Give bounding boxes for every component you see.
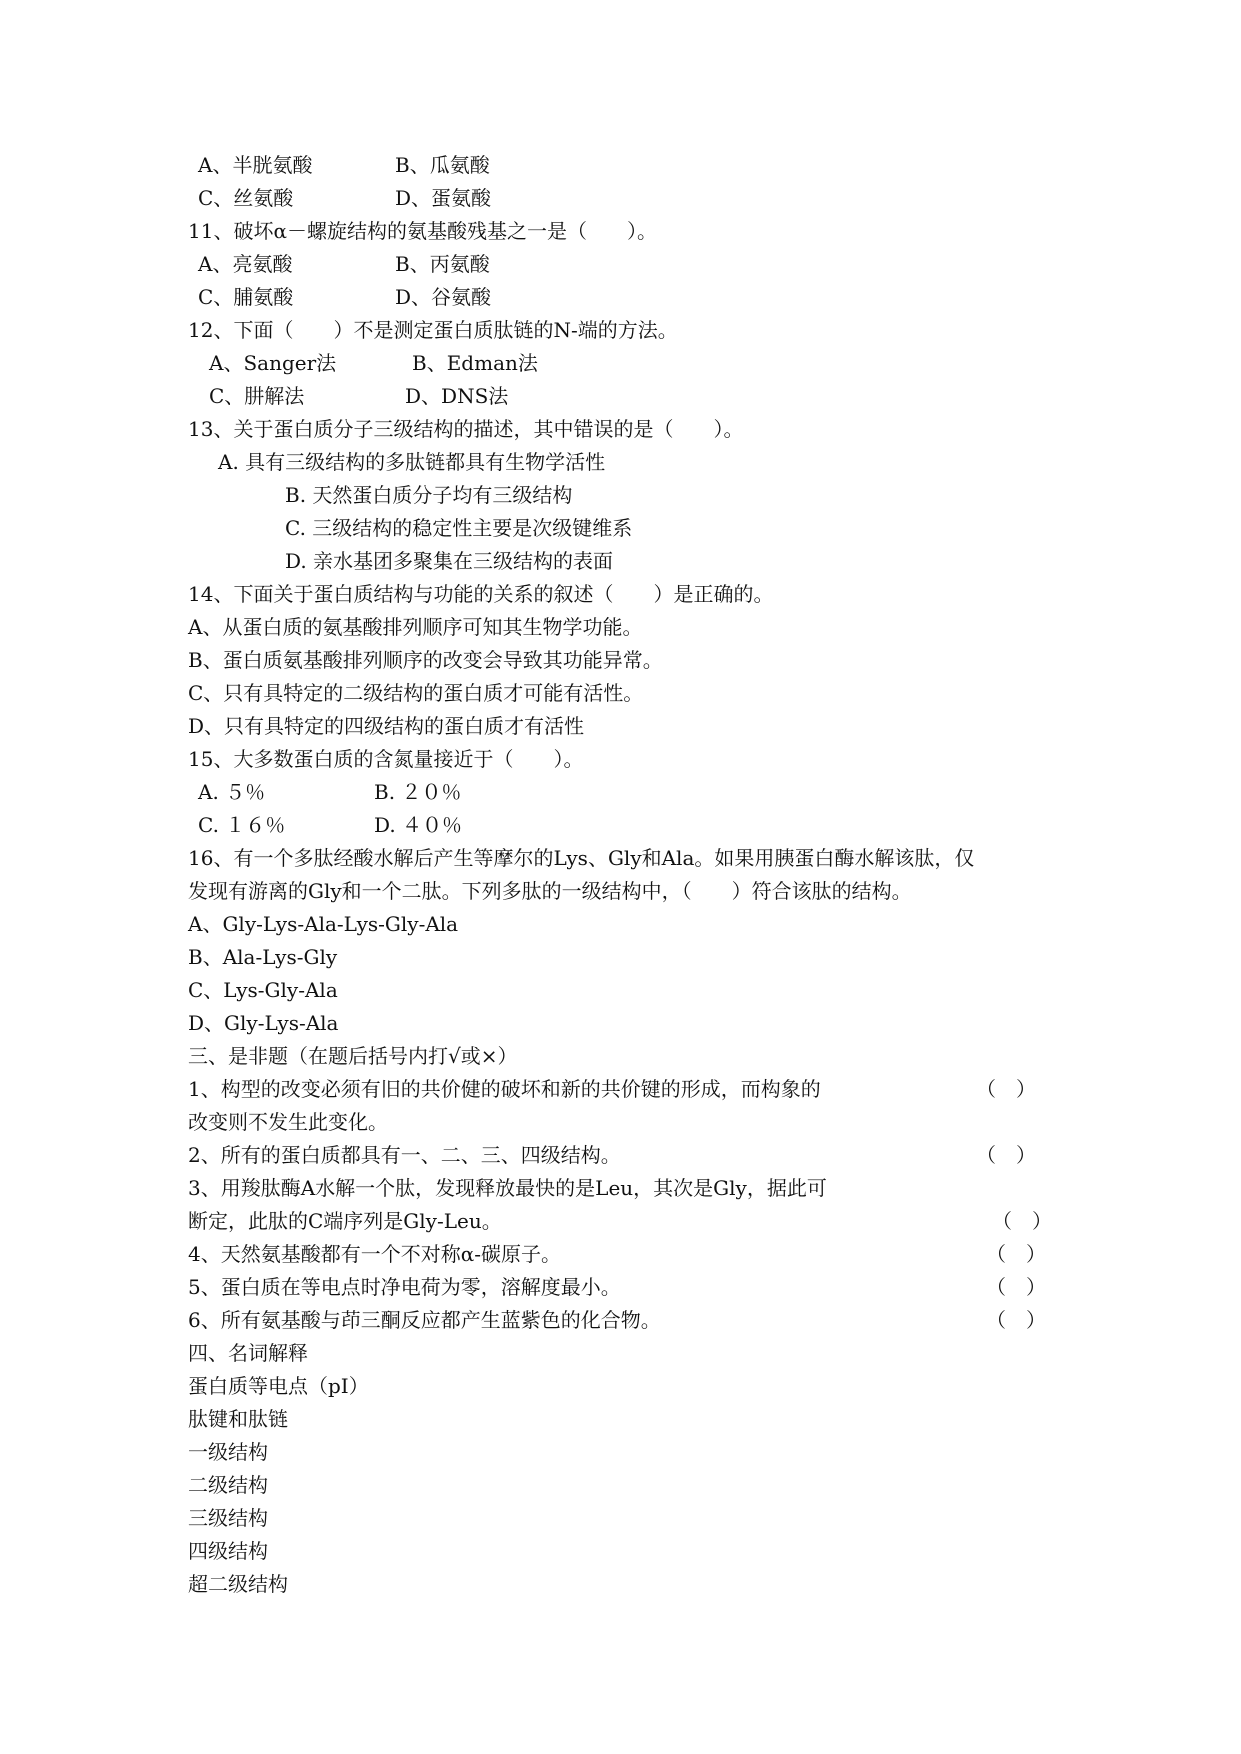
q11-stem: 11、破坏α－螺旋结构的氨基酸残基之一是（ ）。 bbox=[188, 219, 657, 243]
q11-option-b: B、丙氨酸 bbox=[395, 252, 490, 276]
q10-option-d: D、蛋氨酸 bbox=[395, 186, 492, 210]
tf-item-1-line2: 改变则不发生此变化。 bbox=[188, 1110, 388, 1134]
q16-option-d: D、Gly-Lys-Ala bbox=[188, 1011, 339, 1035]
q15-option-c: C. １６％ bbox=[198, 813, 286, 837]
q11-option-d: D、谷氨酸 bbox=[395, 285, 492, 309]
tf-item-2-answer-bracket[interactable]: （ ） bbox=[976, 1143, 1036, 1167]
q14-option-a: A、从蛋白质的氨基酸排列顺序可知其生物学功能。 bbox=[188, 615, 643, 639]
q15-option-d: D. ４０％ bbox=[374, 813, 463, 837]
tf-item-5-answer-bracket[interactable]: （ ） bbox=[986, 1275, 1046, 1299]
q16-option-c: C、Lys-Gly-Ala bbox=[188, 978, 338, 1002]
tf-item-6-answer-bracket[interactable]: （ ） bbox=[986, 1308, 1046, 1332]
q14-option-d: D、只有具特定的四级结构的蛋白质才有活性 bbox=[188, 714, 585, 738]
q13-option-c: C. 三级结构的稳定性主要是次级键维系 bbox=[285, 516, 633, 540]
q10-option-b: B、瓜氨酸 bbox=[395, 153, 490, 177]
q12-option-b: B、Edman法 bbox=[412, 351, 538, 375]
section4-title: 四、名词解释 bbox=[188, 1341, 308, 1365]
q11-option-c: C、脯氨酸 bbox=[198, 285, 294, 309]
q10-option-a: A、半胱氨酸 bbox=[198, 153, 313, 177]
term-item: 二级结构 bbox=[188, 1473, 268, 1497]
q13-option-b: B. 天然蛋白质分子均有三级结构 bbox=[285, 483, 573, 507]
q14-option-b: B、蛋白质氨基酸排列顺序的改变会导致其功能异常。 bbox=[188, 648, 663, 672]
q12-option-c: C、肼解法 bbox=[209, 384, 305, 408]
tf-item-3-line2: 断定，此肽的C端序列是Gly-Leu。 bbox=[188, 1209, 502, 1233]
q16-option-b: B、Ala-Lys-Gly bbox=[188, 945, 338, 969]
term-item: 超二级结构 bbox=[188, 1572, 288, 1596]
q13-option-a: A. 具有三级结构的多肽链都具有生物学活性 bbox=[218, 450, 606, 474]
q15-option-a: A. ５％ bbox=[198, 780, 266, 804]
section3-title: 三、是非题（在题后括号内打√或×） bbox=[188, 1044, 518, 1068]
term-item: 三级结构 bbox=[188, 1506, 268, 1530]
term-item: 一级结构 bbox=[188, 1440, 268, 1464]
q11-option-a: A、亮氨酸 bbox=[198, 252, 293, 276]
q12-option-a: A、Sanger法 bbox=[209, 351, 337, 375]
q14-stem: 14、下面关于蛋白质结构与功能的关系的叙述（ ）是正确的。 bbox=[188, 582, 774, 606]
q13-option-d: D. 亲水基团多聚集在三级结构的表面 bbox=[285, 549, 614, 573]
q12-option-d: D、DNS法 bbox=[405, 384, 509, 408]
tf-item-1-line1: 1、构型的改变必须有旧的共价健的破坏和新的共价键的形成，而构象的 bbox=[188, 1077, 821, 1101]
q13-stem: 13、关于蛋白质分子三级结构的描述，其中错误的是（ ）。 bbox=[188, 417, 744, 441]
q16-stem-line1: 16、有一个多肽经酸水解后产生等摩尔的Lys、Gly和Ala。如果用胰蛋白酶水解该肽，仅 bbox=[188, 846, 975, 870]
q16-stem-line2: 发现有游离的Gly和一个二肽。下列多肽的一级结构中，（ ）符合该肽的结构。 bbox=[188, 879, 912, 903]
tf-item-5: 5、蛋白质在等电点时净电荷为零，溶解度最小。 bbox=[188, 1275, 621, 1299]
q14-option-c: C、只有具特定的二级结构的蛋白质才可能有活性。 bbox=[188, 681, 644, 705]
q15-stem: 15、大多数蛋白质的含氮量接近于（ ）。 bbox=[188, 747, 584, 771]
tf-item-3-answer-bracket[interactable]: （ ） bbox=[992, 1209, 1052, 1233]
q15-option-b: B. ２０％ bbox=[374, 780, 462, 804]
term-item: 四级结构 bbox=[188, 1539, 268, 1563]
tf-item-1-answer-bracket[interactable]: （ ） bbox=[976, 1077, 1036, 1101]
q10-option-c: C、丝氨酸 bbox=[198, 186, 294, 210]
tf-item-4-answer-bracket[interactable]: （ ） bbox=[986, 1242, 1046, 1266]
tf-item-3-line1: 3、用羧肽酶A水解一个肽，发现释放最快的是Leu，其次是Gly，据此可 bbox=[188, 1176, 827, 1200]
tf-item-4: 4、天然氨基酸都有一个不对称α-碳原子。 bbox=[188, 1242, 561, 1266]
q12-stem: 12、下面（ ）不是测定蛋白质肽链的N-端的方法。 bbox=[188, 318, 678, 342]
tf-item-2: 2、所有的蛋白质都具有一、二、三、四级结构。 bbox=[188, 1143, 621, 1167]
q16-option-a: A、Gly-Lys-Ala-Lys-Gly-Ala bbox=[188, 912, 459, 936]
term-item: 蛋白质等电点（pI） bbox=[188, 1374, 369, 1398]
tf-item-6: 6、所有氨基酸与茚三酮反应都产生蓝紫色的化合物。 bbox=[188, 1308, 661, 1332]
term-item: 肽键和肽链 bbox=[188, 1407, 288, 1431]
